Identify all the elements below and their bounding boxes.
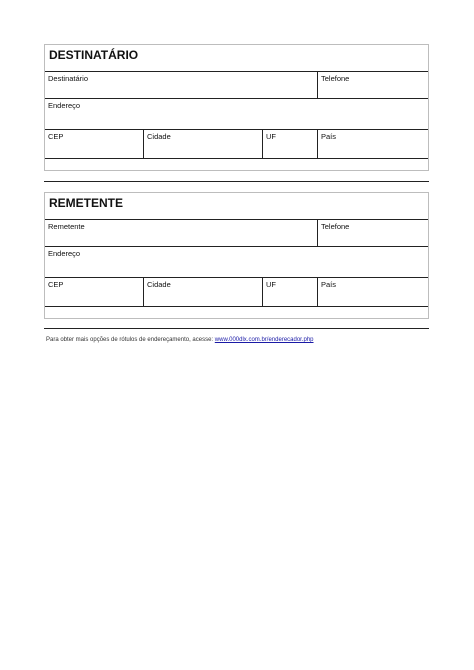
remetente-title: REMETENTE: [45, 193, 428, 220]
destinatario-uf-field[interactable]: UF: [262, 130, 317, 158]
remetente-phone-field[interactable]: Telefone: [317, 220, 428, 246]
destinatario-form: [44, 44, 429, 171]
remetente-name-row: [45, 220, 428, 247]
remetente-form: [44, 192, 429, 319]
destinatario-address-row: [45, 99, 428, 130]
remetente-cep-field[interactable]: CEP: [48, 280, 64, 289]
destinatario-cep-field[interactable]: CEP: [48, 132, 64, 141]
destinatario-city-field[interactable]: Cidade: [143, 130, 262, 158]
remetente-uf-field[interactable]: UF: [262, 278, 317, 306]
destinatario-location-row: [45, 130, 428, 159]
footer-text: Para obter mais opções de rótulos de endereçamento, acesse:: [46, 337, 214, 343]
remetente-address-row: [45, 247, 428, 278]
footer-link[interactable]: www.000dlx.com.br/enderecador.php: [214, 337, 314, 343]
destinatario-country-field[interactable]: País: [317, 130, 428, 158]
destinatario-phone-field[interactable]: Telefone: [317, 72, 428, 98]
cut-line-divider-bottom: [44, 328, 429, 329]
remetente-name-field[interactable]: Remetente: [48, 222, 85, 231]
remetente-address-field[interactable]: Endereço: [48, 249, 81, 258]
remetente-location-row: [45, 278, 428, 307]
destinatario-title: DESTINATÁRIO: [45, 45, 428, 72]
destinatario-address-field[interactable]: Endereço: [48, 101, 81, 110]
remetente-country-field[interactable]: País: [317, 278, 428, 306]
footer-note: [46, 337, 314, 343]
cut-line-divider: [44, 181, 429, 182]
destinatario-name-field[interactable]: Destinatário: [48, 74, 89, 83]
destinatario-name-row: [45, 72, 428, 99]
remetente-city-field[interactable]: Cidade: [143, 278, 262, 306]
